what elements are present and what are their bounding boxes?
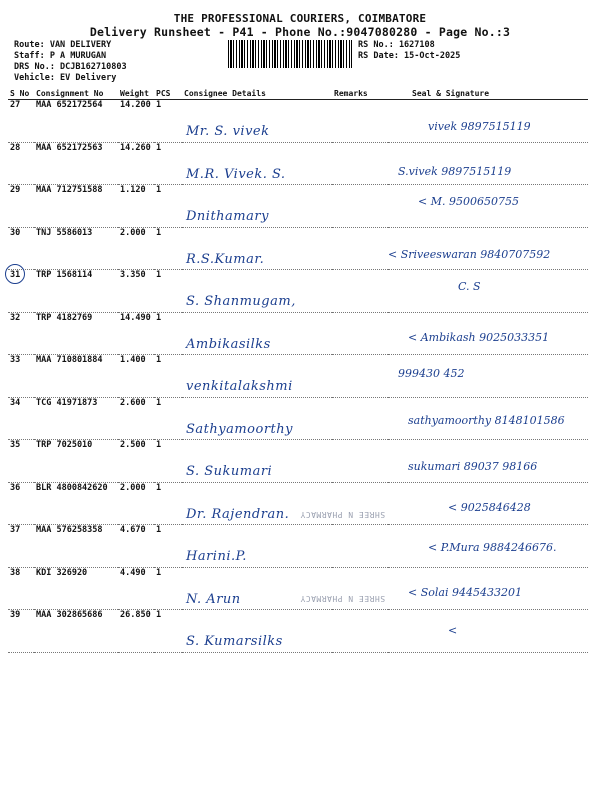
cell-sno — [8, 525, 34, 568]
handwritten-consignee: Dnithamary — [186, 209, 269, 224]
cell-weight-text: 14.200 — [120, 100, 151, 110]
cell-pcs — [154, 440, 182, 483]
runsheet-subtitle: Delivery Runsheet - P41 - Phone No.:9047080280 - Page No.:3 — [89, 25, 511, 39]
company-title: THE PROFESSIONAL COURIERS, COIMBATORE — [173, 12, 427, 25]
cell-sno-text: 35 — [10, 440, 21, 450]
col-signature: Seal & Signature — [388, 87, 588, 100]
cell-signature — [388, 482, 588, 525]
cell-pcs — [154, 525, 182, 568]
cell-pcs-text: 1 — [156, 610, 162, 620]
cell-consignment-text: TRP 4182769 — [36, 312, 93, 323]
cell-consignment — [34, 440, 118, 483]
cell-consignee — [182, 610, 332, 653]
cell-pcs-text: 1 — [156, 482, 162, 493]
cell-weight — [118, 185, 154, 228]
cell-weight-text: 4.490 — [120, 567, 146, 578]
cell-consignment — [34, 312, 118, 355]
cell-pcs — [154, 567, 182, 610]
cell-sno-text: 39 — [10, 610, 21, 620]
cell-signature — [388, 185, 588, 228]
cell-remarks — [332, 142, 388, 185]
cell-weight — [118, 355, 154, 398]
cell-sno-text: 31 — [10, 270, 21, 280]
pharmacy-stamp-2: SHREE N PHARMACY — [300, 594, 386, 603]
cell-signature — [388, 312, 588, 355]
handwritten-consignee: Dr. Rajendran. — [186, 506, 290, 522]
handwritten-signature: sukumari 89037 98166 — [408, 460, 538, 473]
route-label: Route: VAN DELIVERY — [14, 40, 112, 50]
cell-signature — [388, 610, 588, 653]
cell-consignment-text: TRP 1568114 — [36, 270, 93, 280]
cell-pcs-text: 1 — [156, 525, 162, 535]
cell-weight-text: 2.600 — [120, 397, 146, 408]
cell-sno — [8, 482, 34, 525]
cell-pcs-text: 1 — [156, 185, 162, 195]
cell-pcs-text: 1 — [156, 100, 162, 110]
cell-weight-text: 26.850 — [120, 610, 151, 620]
cell-weight — [118, 270, 154, 313]
circle-mark-icon — [5, 264, 25, 284]
cell-sno — [8, 185, 34, 228]
barcode — [228, 40, 352, 68]
cell-weight — [118, 227, 154, 270]
cell-remarks — [332, 567, 388, 610]
handwritten-signature: < — [448, 624, 458, 637]
cell-remarks — [332, 440, 388, 483]
cell-consignment — [34, 142, 118, 185]
table-row — [8, 312, 588, 355]
cell-sno-text: 33 — [10, 355, 21, 365]
table-header-row — [8, 87, 588, 100]
cell-weight — [118, 525, 154, 568]
meta-left — [14, 40, 127, 84]
cell-pcs — [154, 185, 182, 228]
handwritten-signature: vivek 9897515119 — [428, 120, 531, 133]
cell-consignment-text: BLR 4800842620 — [36, 482, 108, 493]
cell-consignee — [182, 397, 332, 440]
cell-pcs-text: 1 — [156, 355, 162, 365]
handwritten-consignee: M.R. Vivek. S. — [186, 166, 286, 182]
cell-weight-text: 14.260 — [120, 142, 151, 153]
cell-remarks — [332, 227, 388, 270]
cell-consignee — [182, 567, 332, 610]
cell-remarks — [332, 610, 388, 653]
cell-sno-text: 29 — [10, 185, 21, 195]
handwritten-signature: < M. 9500650755 — [418, 195, 519, 208]
cell-pcs-text: 1 — [156, 142, 162, 153]
handwritten-consignee: S. Shanmugam, — [186, 294, 296, 309]
cell-weight — [118, 397, 154, 440]
cell-signature — [388, 227, 588, 270]
table-row — [8, 355, 588, 398]
drs-label: DRS No.: DCJB162710803 — [14, 62, 127, 72]
table-row — [8, 397, 588, 440]
cell-consignment-text: KDI 326920 — [36, 567, 88, 578]
vehicle-label: Vehicle: EV Delivery — [14, 73, 117, 83]
handwritten-signature: < Ambikash 9025033351 — [408, 330, 550, 344]
col-consignment: Consignment No — [34, 87, 118, 100]
cell-sno — [8, 355, 34, 398]
runsheet-table — [8, 87, 588, 653]
cell-consignment — [34, 227, 118, 270]
cell-signature — [388, 397, 588, 440]
cell-consignment-text: MAA 652172564 — [36, 100, 103, 110]
col-sno: S No — [8, 87, 34, 100]
handwritten-consignee: Mr. S. vivek — [186, 124, 270, 139]
cell-sno-text: 36 — [10, 482, 21, 493]
cell-pcs — [154, 610, 182, 653]
handwritten-consignee: venkitalakshmi — [186, 379, 293, 394]
cell-signature — [388, 355, 588, 398]
handwritten-consignee: N. Arun — [186, 591, 241, 607]
cell-consignment — [34, 610, 118, 653]
cell-pcs-text: 1 — [156, 567, 162, 578]
cell-pcs-text: 1 — [156, 440, 162, 450]
cell-consignment-text: TNJ 5586013 — [36, 227, 93, 238]
table-row — [8, 482, 588, 525]
cell-remarks — [332, 525, 388, 568]
cell-signature — [388, 270, 588, 313]
cell-remarks — [332, 185, 388, 228]
col-pcs: PCS — [154, 87, 182, 100]
cell-signature — [388, 100, 588, 143]
table-row — [8, 100, 588, 143]
col-consignee: Consignee Details — [182, 87, 332, 100]
cell-consignment-text: TCG 41971873 — [36, 397, 98, 408]
cell-weight-text: 4.670 — [120, 525, 146, 535]
cell-consignment-text: MAA 302865686 — [36, 610, 103, 620]
cell-consignee — [182, 440, 332, 483]
cell-pcs — [154, 100, 182, 143]
cell-consignee — [182, 142, 332, 185]
cell-weight-text: 14.490 — [120, 312, 151, 323]
cell-sno — [8, 397, 34, 440]
rs-date: RS Date: 15-Oct-2025 — [358, 51, 461, 61]
cell-pcs — [154, 482, 182, 525]
cell-sno — [8, 270, 34, 313]
cell-consignee — [182, 185, 332, 228]
cell-sno-text: 38 — [10, 567, 21, 578]
staff-label: Staff: P A MURUGAN — [14, 51, 107, 61]
cell-sno-text: 27 — [10, 100, 21, 110]
cell-sno — [8, 312, 34, 355]
handwritten-consignee: R.S.Kumar. — [186, 251, 265, 267]
cell-sno — [8, 142, 34, 185]
cell-sno — [8, 227, 34, 270]
cell-weight-text: 3.350 — [120, 270, 146, 280]
handwritten-signature: < Sriveeswaran 9840707592 — [388, 247, 551, 261]
table-row — [8, 610, 588, 653]
meta-right — [358, 40, 460, 62]
cell-consignee — [182, 270, 332, 313]
cell-weight-text: 1.120 — [120, 185, 146, 195]
cell-pcs — [154, 355, 182, 398]
cell-sno-text: 30 — [10, 227, 21, 238]
cell-weight-text: 2.000 — [120, 482, 146, 493]
handwritten-consignee: Sathyamoorthy — [186, 421, 293, 437]
table-row — [8, 567, 588, 610]
table-row — [8, 270, 588, 313]
cell-consignee — [182, 525, 332, 568]
cell-consignee — [182, 100, 332, 143]
table-body — [8, 100, 588, 653]
cell-signature — [388, 525, 588, 568]
cell-pcs — [154, 270, 182, 313]
table-row — [8, 142, 588, 185]
cell-remarks — [332, 355, 388, 398]
cell-consignee — [182, 312, 332, 355]
cell-consignment-text: MAA 710801884 — [36, 355, 103, 365]
handwritten-consignee: S. Kumarsilks — [186, 634, 283, 649]
handwritten-consignee: S. Sukumari — [186, 464, 273, 479]
cell-sno-text: 37 — [10, 525, 21, 535]
cell-consignment — [34, 525, 118, 568]
cell-signature — [388, 567, 588, 610]
cell-consignment — [34, 355, 118, 398]
cell-signature — [388, 440, 588, 483]
handwritten-signature: < Solai 9445433201 — [408, 585, 522, 599]
handwritten-signature: C. S — [458, 280, 481, 293]
cell-consignment — [34, 567, 118, 610]
cell-pcs-text: 1 — [156, 270, 162, 280]
rs-number: RS No.: 1627108 — [358, 40, 435, 50]
handwritten-signature: < 9025846428 — [448, 500, 531, 514]
table-row — [8, 185, 588, 228]
cell-weight — [118, 100, 154, 143]
table-row — [8, 227, 588, 270]
cell-sno-text: 34 — [10, 397, 21, 408]
cell-consignment — [34, 397, 118, 440]
cell-weight-text: 2.000 — [120, 227, 146, 238]
table-row — [8, 525, 588, 568]
cell-weight-text: 1.400 — [120, 355, 146, 365]
cell-consignment-text: TRP 7025010 — [36, 440, 93, 450]
cell-pcs — [154, 397, 182, 440]
cell-weight — [118, 142, 154, 185]
handwritten-signature: sathyamoorthy 8148101586 — [408, 413, 565, 427]
cell-weight — [118, 312, 154, 355]
cell-consignment-text: MAA 652172563 — [36, 142, 103, 153]
cell-consignment-text: MAA 712751588 — [36, 185, 103, 195]
cell-pcs-text: 1 — [156, 227, 162, 238]
cell-signature — [388, 142, 588, 185]
handwritten-signature: < P.Mura 9884246676. — [428, 541, 557, 554]
handwritten-consignee: Harini.P. — [186, 549, 247, 564]
handwritten-consignee: Ambikasilks — [186, 336, 271, 352]
cell-remarks — [332, 100, 388, 143]
cell-weight — [118, 482, 154, 525]
cell-consignee — [182, 227, 332, 270]
cell-remarks — [332, 312, 388, 355]
cell-weight — [118, 610, 154, 653]
cell-weight — [118, 440, 154, 483]
handwritten-signature: S.vivek 9897515119 — [398, 164, 512, 178]
cell-pcs — [154, 142, 182, 185]
cell-consignment — [34, 185, 118, 228]
cell-pcs — [154, 227, 182, 270]
cell-pcs-text: 1 — [156, 312, 162, 323]
col-remarks: Remarks — [332, 87, 388, 100]
cell-sno — [8, 567, 34, 610]
cell-weight — [118, 567, 154, 610]
cell-sno — [8, 440, 34, 483]
cell-sno-text: 32 — [10, 312, 21, 323]
cell-consignee — [182, 355, 332, 398]
cell-pcs — [154, 312, 182, 355]
cell-weight-text: 2.500 — [120, 440, 146, 450]
cell-sno — [8, 610, 34, 653]
cell-pcs-text: 1 — [156, 397, 162, 408]
cell-consignment — [34, 270, 118, 313]
cell-consignment-text: MAA 576258358 — [36, 525, 103, 535]
cell-remarks — [332, 397, 388, 440]
cell-consignment — [34, 100, 118, 143]
cell-sno-text: 28 — [10, 142, 21, 153]
col-weight: Weight — [118, 87, 154, 100]
cell-sno — [8, 100, 34, 143]
pharmacy-stamp: SHREE N PHARMACY — [300, 510, 386, 519]
handwritten-signature: 999430 452 — [398, 367, 465, 380]
cell-consignment — [34, 482, 118, 525]
table-row — [8, 440, 588, 483]
cell-remarks — [332, 270, 388, 313]
